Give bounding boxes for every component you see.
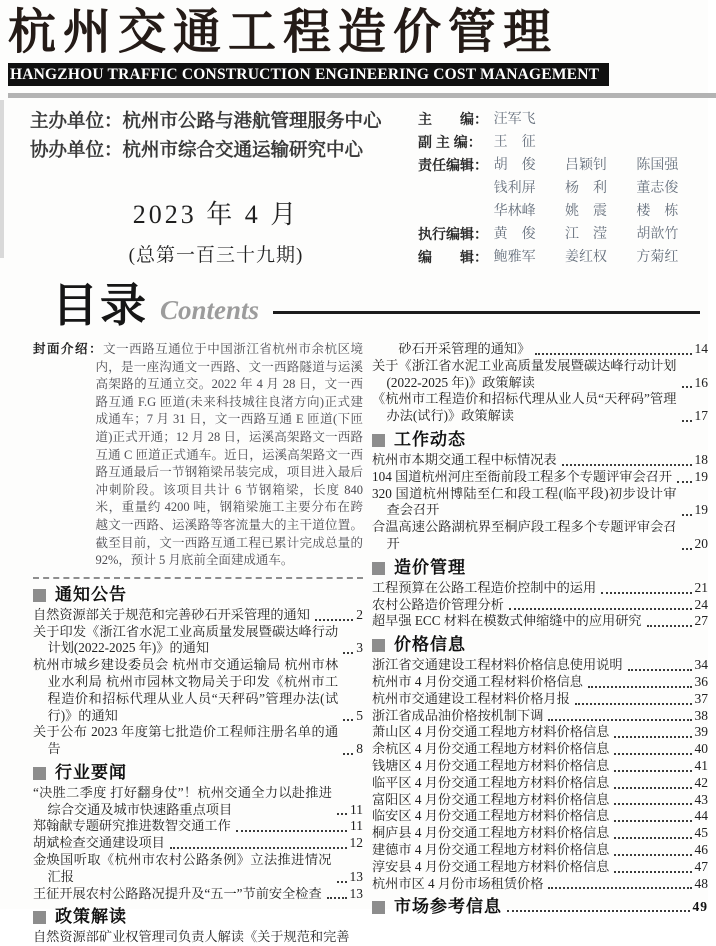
toc-page-number: 49 — [692, 899, 708, 915]
editorial-role-label: 主 编： — [418, 111, 488, 127]
organizers — [30, 106, 402, 164]
toc-section — [372, 634, 708, 892]
toc-item-title: “决胜二季度 打好翻身仗”！杭州交通全力以赴推进综合交通及城市快速路重点项目 — [33, 784, 332, 817]
section-heading — [33, 906, 363, 927]
dotted-leader — [548, 719, 691, 721]
toc-page-number: 8 — [356, 741, 363, 757]
toc-page-number: 42 — [694, 774, 708, 790]
toc-page-number: 11 — [350, 818, 363, 834]
toc-item — [372, 657, 708, 674]
cover-intro — [33, 341, 363, 570]
section-heading-label: 价格信息 — [394, 635, 466, 655]
editorial-row — [418, 154, 708, 177]
toc-item-title: 淳安县 4 月份交通工程地方材料价格信息 — [372, 858, 610, 874]
section-bullet-icon — [372, 639, 385, 652]
toc-item — [372, 358, 708, 392]
section-bullet-icon — [372, 901, 385, 914]
organizer-line — [30, 135, 402, 164]
toc-page-number: 39 — [694, 724, 708, 740]
dotted-leader — [343, 652, 353, 654]
editorial-name: 吕颖钊 — [564, 158, 607, 173]
toc-item — [372, 808, 708, 825]
editorial-row — [418, 177, 708, 200]
toc-page-number: 27 — [694, 613, 708, 629]
organizer-value: 杭州市综合交通运输研究中心 — [122, 139, 364, 160]
toc-item-title: 胡斌检查交通建设项目 — [33, 835, 165, 851]
toc-item-title: 320 国道杭州博陆至仁和段工程(临平段)初步设计审查会召开 — [372, 485, 677, 518]
toc-header-rule — [273, 311, 700, 314]
toc-item — [372, 691, 708, 708]
toc-item — [372, 452, 708, 469]
toc-page-number: 48 — [694, 875, 708, 891]
dotted-leader — [614, 871, 691, 873]
editorial-name: 胡 俊 — [493, 158, 536, 173]
dotted-leader — [509, 608, 692, 610]
dotted-leader — [682, 386, 692, 388]
toc-item-title: 关于公布 2023 年度第七批造价工程师注册名单的通告 — [33, 724, 339, 757]
toc-page-number: 36 — [694, 673, 708, 689]
dotted-leader — [343, 753, 353, 755]
dotted-leader — [682, 514, 692, 516]
dotted-leader — [628, 669, 692, 671]
toc-item-title: 工程预算在公路工程造价控制中的运用 — [372, 579, 597, 595]
toc-item-title: 王征开展农村公路路况提升及“五一”节前安全检查 — [33, 885, 322, 901]
toc-section — [372, 557, 708, 630]
toc-page-number: 34 — [694, 657, 708, 673]
section-bullet-icon — [33, 911, 46, 924]
dotted-leader — [682, 548, 692, 550]
editorial-role-label: 责任编辑： — [418, 157, 488, 173]
masthead — [0, 0, 708, 98]
organizer-label: 主办单位： — [30, 110, 123, 131]
dotted-leader — [614, 770, 691, 772]
editorial-role-label: 副 主 编： — [418, 134, 482, 150]
dotted-leader — [588, 686, 692, 688]
toc-page-number: 18 — [694, 451, 708, 467]
toc-item-title: 浙江省成品油价格按机制下调 — [372, 707, 544, 723]
journal-title-english-bar: HANGZHOU TRAFFIC CONSTRUCTION ENGINEERING COST MANAGEMENT — [8, 63, 609, 86]
toc-page-number: 45 — [694, 825, 708, 841]
dotted-leader — [601, 592, 691, 594]
dotted-leader — [677, 481, 691, 483]
dotted-leader — [170, 847, 347, 849]
section-heading — [372, 557, 708, 578]
toc-item-title: 超早强 ECC 材料在模数式伸缩缝中的应用研究 — [372, 613, 642, 629]
toc-page-number: 5 — [356, 707, 363, 723]
toc-section — [33, 762, 363, 903]
toc-item — [372, 792, 708, 809]
cover-intro-text: 文一西路互通位于中国浙江省杭州市余杭区境内，是一座沟通文一西路、文一西路隧道与运溪高架路的互通立交。2022 年 4 月 28 日，文一西路互通 F.G 匝道(未来科技城往良渚方向)正式建成通车；7 月 31 日，文一西路互通 E 匝道(下匝道)正式开通；12 月 28 日，运溪高架路文一西路互通 C 匝道正式通车。近日，运溪高架路文一西路互通最后一节钢箱梁吊装完成，项目进入最后冲刺阶段。该项目共计 6 节钢箱梁，长度 840 米，重量约 4200 吨，钢箱梁施工主要分布在跨越文一西路、运溪路等客流量大的主干道位置。截至目前，文一西路互通工程已累计完成总量的 92%，预计 5 月底前全面建成通车。 — [95, 342, 363, 568]
editorial-name: 董志俊 — [636, 181, 679, 196]
toc-page-number: 46 — [694, 841, 708, 857]
toc-item — [372, 597, 708, 614]
toc-item — [33, 724, 363, 758]
toc-page-number: 16 — [694, 374, 708, 390]
dotted-leader — [614, 803, 691, 805]
editorial-name: 华林峰 — [493, 204, 536, 219]
section-heading-label: 造价管理 — [394, 557, 466, 577]
dotted-leader — [535, 353, 691, 355]
toc-item-title: 萧山区 4 月份交通工程地方材料价格信息 — [372, 724, 610, 740]
issue-date: 2023 年 4 月 — [132, 200, 300, 229]
section-heading-label: 工作动态 — [394, 429, 466, 449]
editorial-name: 鲍雅军 — [493, 250, 536, 265]
dotted-leader — [614, 837, 691, 839]
toc-page-number: 43 — [694, 791, 708, 807]
scan-edge-shadow — [0, 100, 4, 258]
toc-item-title: 砂石开采管理的通知》 — [398, 341, 531, 356]
editorial-row — [418, 200, 708, 223]
toc-title: 目录 — [52, 279, 148, 331]
toc-page-number: 11 — [350, 801, 363, 817]
toc-section — [33, 906, 363, 946]
section-heading — [372, 896, 708, 917]
toc-item — [372, 775, 708, 792]
organizer-value: 杭州市公路与港航管理服务中心 — [122, 110, 382, 131]
toc-title-english: Contents — [160, 294, 260, 325]
issue-info-row — [0, 98, 708, 269]
toc-page-number: 21 — [694, 579, 708, 595]
toc-item — [372, 341, 708, 358]
toc-item-title: 余杭区 4 月份交通工程地方材料价格信息 — [372, 741, 610, 757]
toc-item — [372, 708, 708, 725]
toc-page-number: 19 — [694, 502, 708, 518]
journal-title: 杭州交通工程造价管理 — [8, 6, 559, 59]
cover-intro-label: 封面介绍： — [33, 342, 104, 356]
toc-item — [372, 825, 708, 842]
editorial-row — [418, 246, 708, 269]
section-bullet-icon — [372, 562, 385, 575]
toc-page-number: 41 — [694, 757, 708, 773]
section-heading-label: 通知公告 — [55, 584, 127, 604]
toc-page-number: 47 — [694, 858, 708, 874]
toc-item-title: 郑翰献专题研究推进数智交通工作 — [33, 818, 231, 834]
right-sections — [372, 429, 708, 917]
toc-item — [372, 580, 708, 597]
dotted-leader — [327, 897, 347, 899]
toc-item-title: 桐庐县 4 月份交通工程地方材料价格信息 — [372, 825, 610, 841]
toc-item-title: 钱塘区 4 月份交通工程地方材料价格信息 — [372, 757, 610, 773]
toc-item-title: 自然资源部矿业权管理司负责人解读《关于规范和完善 — [33, 929, 350, 945]
toc-page-number: 19 — [694, 468, 708, 484]
editorial-row — [418, 108, 708, 131]
editorial-name: 汪军飞 — [493, 112, 536, 127]
organizer-line — [30, 106, 402, 135]
section-heading-label: 政策解读 — [55, 907, 127, 927]
dotted-leader — [548, 887, 691, 889]
toc-section — [372, 429, 708, 553]
dotted-leader — [343, 719, 353, 721]
toc-item — [33, 785, 363, 819]
section-heading — [33, 762, 363, 783]
toc-item-title: 关于印发《浙江省水泥工业高质量发展暨碳达峰行动计划(2022-2025 年)》的通知 — [33, 623, 339, 656]
toc-columns — [0, 335, 708, 946]
dotted-leader — [614, 736, 691, 738]
dotted-leader — [614, 820, 691, 822]
toc-page-number: 13 — [349, 868, 363, 884]
editorial-role-label — [418, 200, 494, 223]
toc-item — [372, 741, 708, 758]
policy-section-continuation — [372, 341, 708, 425]
toc-page-number: 12 — [349, 835, 363, 851]
toc-item — [33, 852, 363, 886]
dotted-leader — [682, 420, 692, 422]
editorial-name: 王 征 — [493, 135, 536, 150]
section-bullet-icon — [372, 434, 385, 447]
editorial-name: 姜红权 — [564, 250, 607, 265]
toc-page-number: 38 — [694, 707, 708, 723]
editorial-role-label: 执行编辑： — [418, 226, 488, 242]
toc-page-number: 14 — [694, 341, 708, 356]
toc-item — [33, 657, 363, 724]
editorial-name: 陈国强 — [636, 158, 679, 173]
toc-item-title: 建德市 4 月份交通工程地方材料价格信息 — [372, 841, 610, 857]
toc-item-title: 富阳区 4 月份交通工程地方材料价格信息 — [372, 791, 610, 807]
toc-item-title: 104 国道杭州河庄至衙前段工程多个专题评审会召开 — [372, 468, 673, 484]
dotted-leader — [614, 787, 691, 789]
toc-item — [372, 391, 708, 425]
organizer-label: 协办单位： — [30, 139, 123, 160]
editorial-name: 姚 震 — [564, 204, 607, 219]
toc-item — [372, 859, 708, 876]
section-bullet-icon — [33, 767, 46, 780]
toc-item-title: 杭州市区 4 月份市场租赁价格 — [372, 875, 544, 891]
toc-item — [33, 607, 363, 624]
section-heading-label: 行业要闻 — [55, 762, 127, 782]
left-sections — [33, 584, 363, 946]
toc-item-title: 《杭州市工程造价和招标代理从业人员“天秤码”管理办法(试行)》政策解读 — [372, 391, 677, 424]
section-heading — [372, 429, 708, 450]
toc-item-title: 关于《浙江省水泥工业高质量发展暨碳达峰行动计划(2022-2025 年)》政策解读 — [372, 357, 677, 390]
editorial-name: 方菊红 — [636, 250, 679, 265]
editorial-role-label: 编 辑： — [418, 249, 488, 265]
dotted-leader — [236, 830, 347, 832]
toc-item — [33, 835, 363, 852]
toc-item — [372, 758, 708, 775]
toc-item — [372, 842, 708, 859]
dotted-leader — [315, 619, 353, 621]
toc-item-title: 浙江省交通建设工程材料价格信息使用说明 — [372, 657, 623, 673]
toc-page-number: 17 — [694, 408, 708, 424]
toc-page-number: 24 — [694, 596, 708, 612]
issue-info — [30, 106, 402, 269]
toc-page-number: 2 — [356, 606, 363, 622]
toc-page-number: 20 — [694, 535, 708, 551]
toc-left-column — [33, 341, 363, 946]
section-heading — [33, 584, 363, 605]
toc-page-number: 3 — [356, 640, 363, 656]
toc-header — [0, 269, 708, 335]
toc-item-title: 杭州市城乡建设委员会 杭州市交通运输局 杭州市林业水利局 杭州市园林文物局关于印发《杭州市工程造价和招标代理从业人员“天秤码”管理办法(试行)》的通知 — [33, 657, 339, 723]
dotted-leader — [614, 753, 691, 755]
toc-item — [372, 469, 708, 486]
dotted-leader — [614, 854, 691, 856]
toc-item-title: 杭州市交通建设工程材料价格月报 — [372, 690, 570, 706]
toc-right-column — [372, 341, 708, 946]
dashed-divider — [33, 577, 363, 579]
toc-section — [372, 896, 708, 917]
toc-item — [372, 724, 708, 741]
toc-item — [372, 519, 708, 553]
dotted-leader — [575, 703, 692, 705]
section-heading-label: 市场参考信息 — [394, 897, 502, 917]
editorial-board — [402, 106, 708, 269]
toc-item-title: 金焕国听取《杭州市农村公路条例》立法推进情况汇报 — [33, 852, 332, 884]
dotted-leader — [337, 813, 347, 815]
section-heading — [372, 634, 708, 655]
editorial-name: 楼 栋 — [636, 204, 679, 219]
toc-item-title: 农村公路造价管理分析 — [372, 596, 504, 612]
toc-item-title: 临平区 4 月份交通工程地方材料价格信息 — [372, 774, 610, 790]
editorial-name: 江 滢 — [564, 227, 607, 242]
toc-item-title: 临安区 4 月份交通工程地方材料价格信息 — [372, 808, 610, 824]
toc-item — [33, 624, 363, 658]
section-bullet-icon — [33, 589, 46, 602]
toc-page-number: 44 — [694, 808, 708, 824]
editorial-row — [418, 223, 708, 246]
editorial-name: 黄 俊 — [493, 227, 536, 242]
issue-number: (总第一百三十九期) — [128, 245, 304, 266]
toc-item-title: 自然资源部关于规范和完善砂石开采管理的通知 — [33, 606, 310, 622]
toc-page-number: 40 — [694, 741, 708, 757]
toc-item — [33, 818, 363, 835]
toc-item-title: 杭州市本期交通工程中标情况表 — [372, 451, 557, 467]
toc-item-title: 合温高速公路湖杭界至桐庐段工程多个专题评审会召开 — [372, 519, 677, 551]
editorial-row — [418, 131, 708, 154]
dotted-leader — [647, 625, 692, 627]
dotted-leader — [562, 464, 692, 466]
dotted-leader — [507, 910, 690, 912]
editorial-name: 钱利屏 — [493, 181, 536, 196]
editorial-name: 胡歆竹 — [636, 227, 679, 242]
toc-page-number: 37 — [694, 690, 708, 706]
toc-item-title: 杭州市 4 月份交通工程材料价格信息 — [372, 673, 583, 689]
toc-item — [33, 929, 363, 946]
toc-item — [372, 613, 708, 630]
toc-item — [372, 674, 708, 691]
editorial-role-label — [418, 177, 494, 200]
toc-section — [33, 584, 363, 758]
toc-page-number: 13 — [349, 885, 363, 901]
toc-item — [372, 876, 708, 893]
editorial-name: 杨 利 — [564, 181, 607, 196]
toc-item — [33, 886, 363, 903]
dotted-leader — [337, 881, 347, 883]
toc-item — [372, 486, 708, 520]
